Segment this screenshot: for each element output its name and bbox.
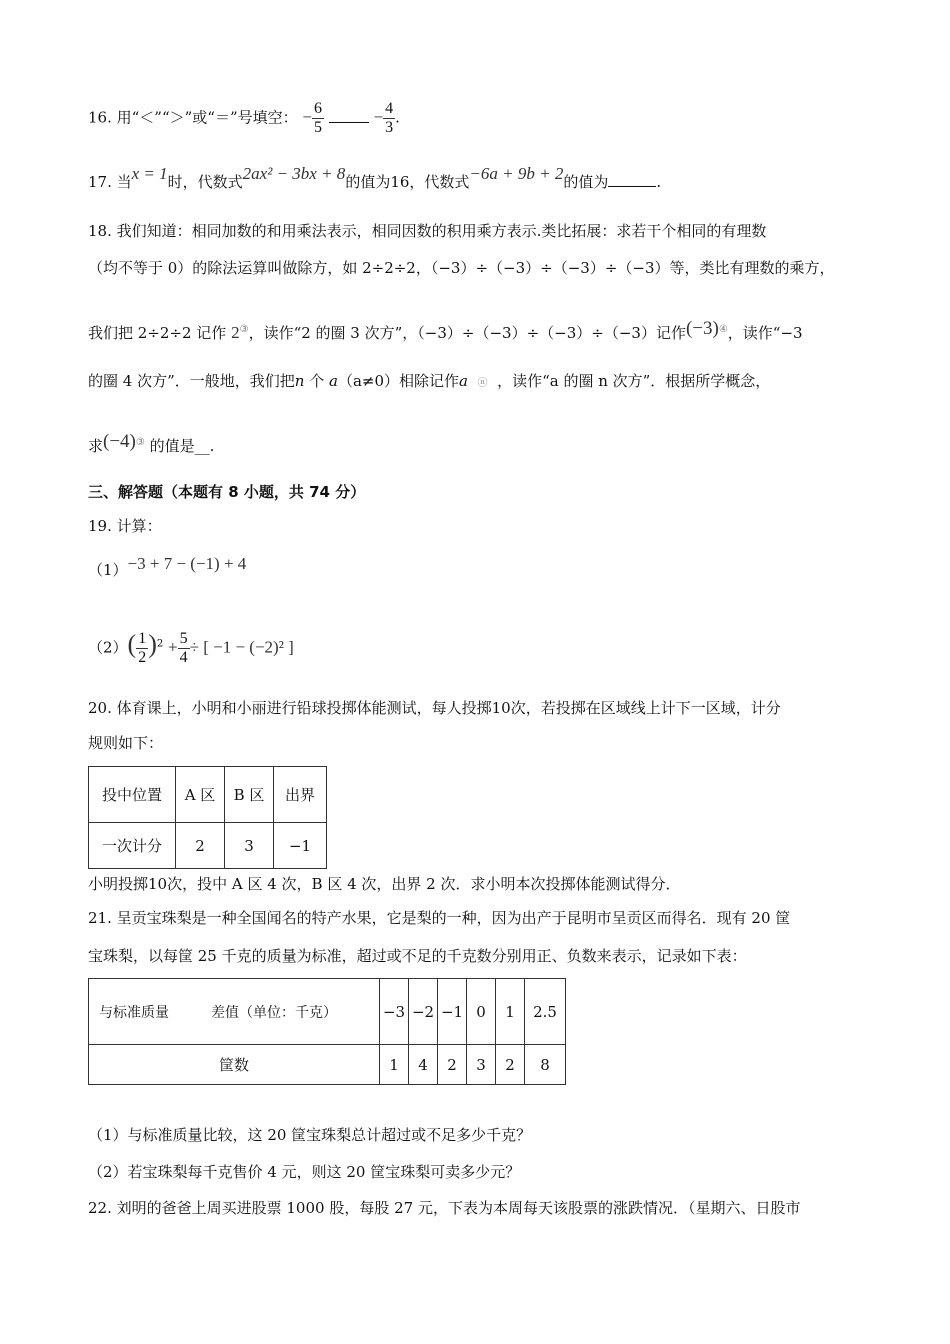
label: （1） [88, 561, 128, 579]
math: a [329, 372, 338, 390]
circle-exp: ⓝ [477, 378, 488, 389]
text: ，读作“−3 [727, 324, 803, 342]
q19-part1 [88, 554, 247, 580]
math: 2 [231, 323, 240, 342]
q20-line: 小明投掷10次，投中 A 区 4 次，B 区 4 次，出界 2 次．求小明本次投掷体能测试得分． [88, 875, 681, 893]
circle-exp: ④ [718, 324, 728, 335]
denominator: 3 [385, 119, 394, 136]
period: . [656, 173, 662, 191]
table-cell: 8 [525, 1045, 566, 1085]
table-cell: 1 [380, 1045, 409, 1085]
q22-line: 22. 刘明的爸爸上周买进股票 1000 股，每股 27 元，下表为本周每天该股票的涨跌情况．（星期六、日股市 [88, 1199, 801, 1217]
scoring-table [88, 766, 327, 869]
text: 求 [88, 437, 104, 455]
math-expr: ÷ [ −1 − (−2)² ] [189, 637, 294, 657]
table-header: B 区 [225, 767, 274, 823]
numerator: 5 [179, 630, 188, 647]
fraction [312, 100, 324, 137]
q20-line: 20. 体育课上，小明和小丽进行铅球投掷体能测试，每人投掷10次，若投掷在区域线上计下一区域，计分 [88, 699, 781, 717]
table-header: 投中位置 [89, 767, 176, 823]
q17-text: 时，代数式 [167, 173, 243, 191]
table-cell: 2 [496, 1045, 525, 1085]
q21-subquestion: （1）与标准质量比较，这 20 筐宝珠梨总计超过或不足多少千克？ [88, 1126, 532, 1144]
table-cell: 2 [176, 823, 225, 869]
q18-line: 18. 我们知道：相同加数的和用乘法表示，相同因数的积用乘方表示.类比拓展：求若干个相同的有理数 [88, 222, 767, 240]
numerator: 1 [138, 630, 147, 647]
table-cell: 一次计分 [89, 823, 176, 869]
q18-line [88, 433, 214, 456]
question-17 [88, 164, 662, 192]
weight-table [88, 978, 566, 1085]
table-header: 与标准质量 差值（单位：千克） [89, 979, 380, 1045]
math: (−4) [103, 431, 136, 452]
denominator: 5 [314, 119, 323, 136]
table-cell: 2 [438, 1045, 467, 1085]
table-cell: 3 [467, 1045, 496, 1085]
text: 的值是__. [149, 437, 215, 455]
table-cell: 4 [409, 1045, 438, 1085]
table-header: 2.5 [525, 979, 566, 1045]
q17-text: 的值为16，代数式 [345, 173, 470, 191]
text: 的圈 4 次方”．一般地，我们把 [88, 372, 295, 390]
table-cell: 3 [225, 823, 274, 869]
table-header: 0 [467, 979, 496, 1045]
numerator: 6 [314, 100, 323, 117]
text: 个 [309, 372, 325, 390]
fraction [383, 100, 395, 137]
q21-line: 宝珠梨，以每筐 25 千克的质量为标准，超过或不足的千克数分别用正、负数来表示，记录如下表： [88, 947, 747, 965]
math-expr: 2ax² − 3bx + 8 [242, 164, 346, 183]
text: （a≠0）相除记作 [337, 372, 460, 390]
q20-line: 规则如下： [88, 734, 164, 752]
math-expr: −3 + 7 − (−1) + 4 [127, 554, 247, 573]
q18-line: （均不等于 0）的除法运算叫做除方，如 2÷2÷2，（−3）÷（−3）÷（−3）÷（−3）等，类比有理数的乘方， [88, 259, 835, 277]
circle-exp: ③ [239, 324, 249, 335]
question-16: 16. 用“＜”“＞”或“＝”号填空： − $\frac{6}{5}$ − $\frac{4}{3}$ . [88, 100, 400, 136]
q16-text: 16. 用“＜”“＞”或“＝”号填空： [88, 108, 298, 127]
table-header: 出界 [274, 767, 327, 823]
q18-line [88, 371, 770, 394]
text: ，读作“a 的圈 n 次方”．根据所学概念， [497, 372, 771, 390]
q19-title: 19. 计算： [88, 517, 162, 535]
table-header: −1 [438, 979, 467, 1045]
circle-exp: ③ [135, 437, 145, 448]
math: (−3) [685, 318, 719, 339]
table-header: A 区 [176, 767, 225, 823]
plus: + [168, 637, 178, 657]
q21-subquestion: （2）若宝珠梨每千克售价 4 元，则这 20 筐宝珠梨可卖多少元？ [88, 1163, 521, 1181]
math: n [294, 372, 305, 390]
q17-text: 的值为 [563, 173, 609, 191]
exponent: 2 [156, 638, 164, 650]
table-header: 1 [496, 979, 525, 1045]
math-expr: −6a + 9b + 2 [469, 164, 564, 183]
numerator: 4 [385, 100, 394, 117]
table-cell: −1 [274, 823, 327, 869]
math: a [459, 372, 468, 390]
q21-line: 21. 呈贡宝珠梨是一种全国闻名的特产水果，它是梨的一种，因为出产于昆明市呈贡区而得名．现有 20 筐 [88, 909, 791, 927]
answer-blank[interactable] [329, 108, 369, 123]
table-header: −3 [380, 979, 409, 1045]
text: ，读作“2 的圈 3 次方”，（−3）÷（−3）÷（−3）÷（−3）记作 [248, 324, 686, 342]
math-expr: x = 1 [131, 164, 168, 183]
denominator: 4 [179, 649, 188, 666]
table-cell: 筐数 [89, 1045, 380, 1085]
section-heading: 三、解答题（本题有 8 小题，共 74 分） [88, 483, 366, 501]
denominator: 2 [138, 649, 147, 666]
answer-blank[interactable] [608, 172, 656, 187]
text: 我们把 2÷2÷2 记作 [88, 324, 227, 342]
q17-text: 17. 当 [88, 173, 132, 191]
label: （2） [88, 638, 128, 657]
q18-line [88, 320, 803, 343]
table-header: −2 [409, 979, 438, 1045]
period: . [395, 108, 400, 127]
q19-part2: （2）( $\frac{1}{2}$ )$^2$ + $\frac{5}{4}$ ÷ [ −1 − (−2)² ] [88, 629, 294, 666]
